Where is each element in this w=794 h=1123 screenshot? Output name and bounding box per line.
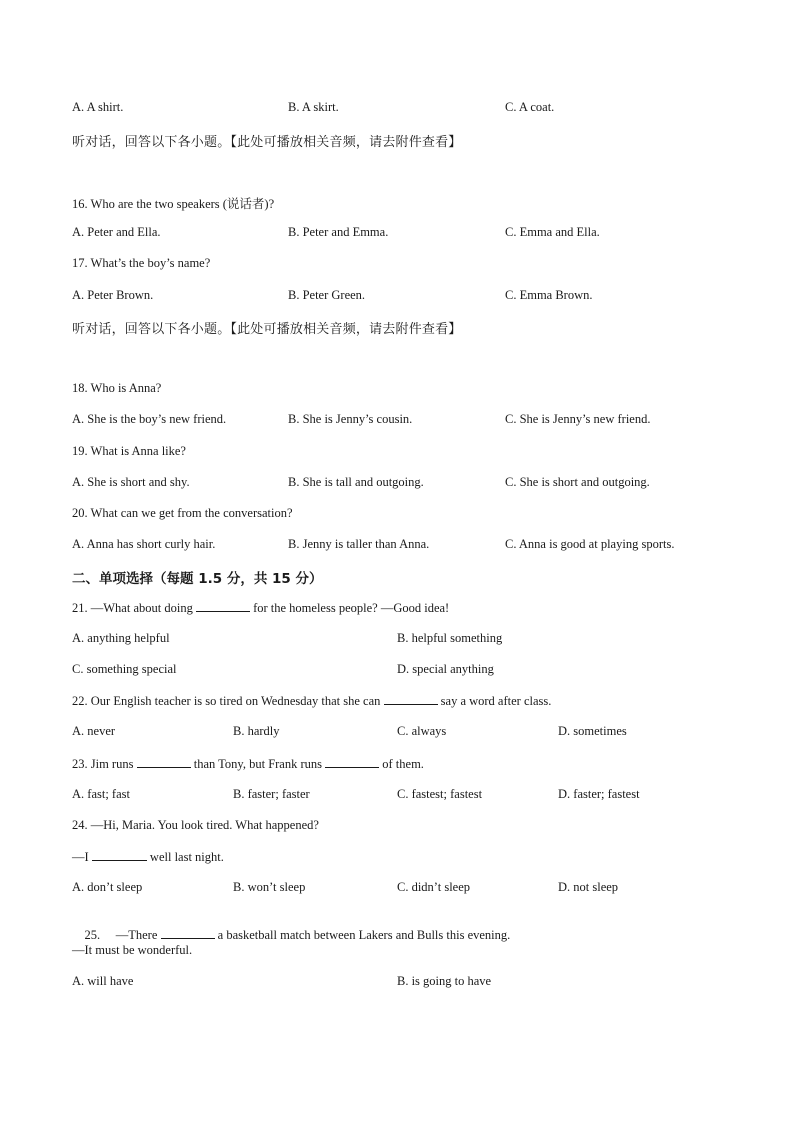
q20-option-a: A. Anna has short curly hair.: [72, 537, 216, 551]
q17-option-a: A. Peter Brown.: [72, 288, 154, 302]
q18-option-c: C. She is Jenny’s new friend.: [505, 412, 651, 426]
q16-option-c: C. Emma and Ella.: [505, 225, 600, 239]
q23-text-mid: than Tony, but Frank runs: [190, 757, 326, 771]
question-21: [72, 600, 449, 616]
answer-blank: [325, 756, 379, 768]
question-16: 16. Who are the two speakers (说话者)?: [72, 197, 275, 211]
q18-option-a: A. She is the boy’s new friend.: [72, 412, 227, 426]
q22-option-d: D. sometimes: [558, 724, 627, 738]
q23-option-c: C. fastest; fastest: [397, 787, 483, 801]
q17-option-b: B. Peter Green.: [288, 288, 366, 302]
answer-blank: [196, 600, 250, 612]
q24-option-c: C. didn’t sleep: [397, 880, 471, 894]
listening-instruction: 听对话，回答以下各小题。【此处可播放相关音频，请去附件查看】: [72, 322, 462, 337]
q25-option-a: A. will have: [72, 974, 134, 988]
section-title: 二、单项选择（每题 1.5 分，共 15 分）: [72, 571, 323, 587]
q21-text-pre: 21. —What about doing: [72, 601, 196, 615]
q20-option-b: B. Jenny is taller than Anna.: [288, 537, 430, 551]
q21-option-b: B. helpful something: [397, 631, 503, 645]
q21-option-d: D. special anything: [397, 662, 494, 676]
q21-option-c: C. something special: [72, 662, 177, 676]
top-option-b: B. A skirt.: [288, 100, 339, 114]
q23-text-pre: 23. Jim runs: [72, 757, 137, 771]
top-option-c: C. A coat.: [505, 100, 555, 114]
q19-option-b: B. She is tall and outgoing.: [288, 475, 424, 489]
answer-blank: [137, 756, 191, 768]
q19-option-c: C. She is short and outgoing.: [505, 475, 650, 489]
q22-option-a: A. never: [72, 724, 116, 738]
q25-option-b: B. is going to have: [397, 974, 492, 988]
q20-option-c: C. Anna is good at playing sports.: [505, 537, 675, 551]
question-20: 20. What can we get from the conversation?: [72, 506, 293, 520]
answer-blank: [161, 927, 215, 939]
q24-text-pre: —I: [72, 850, 92, 864]
q23-text-post: of them.: [379, 757, 424, 771]
listening-instruction: 听对话，回答以下各小题。【此处可播放相关音频，请去附件查看】: [72, 135, 462, 150]
question-17: 17. What’s the boy’s name?: [72, 256, 211, 270]
question-24: 24. —Hi, Maria. You look tired. What happened?: [72, 818, 319, 832]
q16-option-a: A. Peter and Ella.: [72, 225, 161, 239]
q25-text-pre: 25. —There: [84, 928, 161, 942]
q17-option-c: C. Emma Brown.: [505, 288, 593, 302]
q22-option-c: C. always: [397, 724, 447, 738]
top-option-a: A. A shirt.: [72, 100, 124, 114]
answer-blank: [92, 849, 147, 861]
q22-text-pre: 22. Our English teacher is so tired on Wednesday that she can: [72, 694, 384, 708]
q19-option-a: A. She is short and shy.: [72, 475, 190, 489]
q24-text-post: well last night.: [146, 850, 224, 864]
q23-option-b: B. faster; faster: [233, 787, 310, 801]
q18-option-b: B. She is Jenny’s cousin.: [288, 412, 413, 426]
q16-option-b: B. Peter and Emma.: [288, 225, 389, 239]
q25-text-post: a basketball match between Lakers and Bulls this evening.: [214, 928, 511, 942]
q21-text-post: for the homeless people? —Good idea!: [249, 601, 450, 615]
q23-option-d: D. faster; fastest: [558, 787, 640, 801]
q22-option-b: B. hardly: [233, 724, 280, 738]
question-19: 19. What is Anna like?: [72, 444, 186, 458]
question-23: [72, 756, 424, 772]
q23-option-a: A. fast; fast: [72, 787, 130, 801]
question-22: [72, 693, 551, 709]
question-24-reply: [72, 849, 224, 865]
q21-option-a: A. anything helpful: [72, 631, 170, 645]
question-18: 18. Who is Anna?: [72, 381, 162, 395]
q22-text-post: say a word after class.: [437, 694, 552, 708]
q24-option-b: B. won’t sleep: [233, 880, 306, 894]
answer-blank: [384, 693, 438, 705]
q24-option-a: A. don’t sleep: [72, 880, 143, 894]
question-25-reply: —It must be wonderful.: [72, 943, 193, 957]
q24-option-d: D. not sleep: [558, 880, 619, 894]
